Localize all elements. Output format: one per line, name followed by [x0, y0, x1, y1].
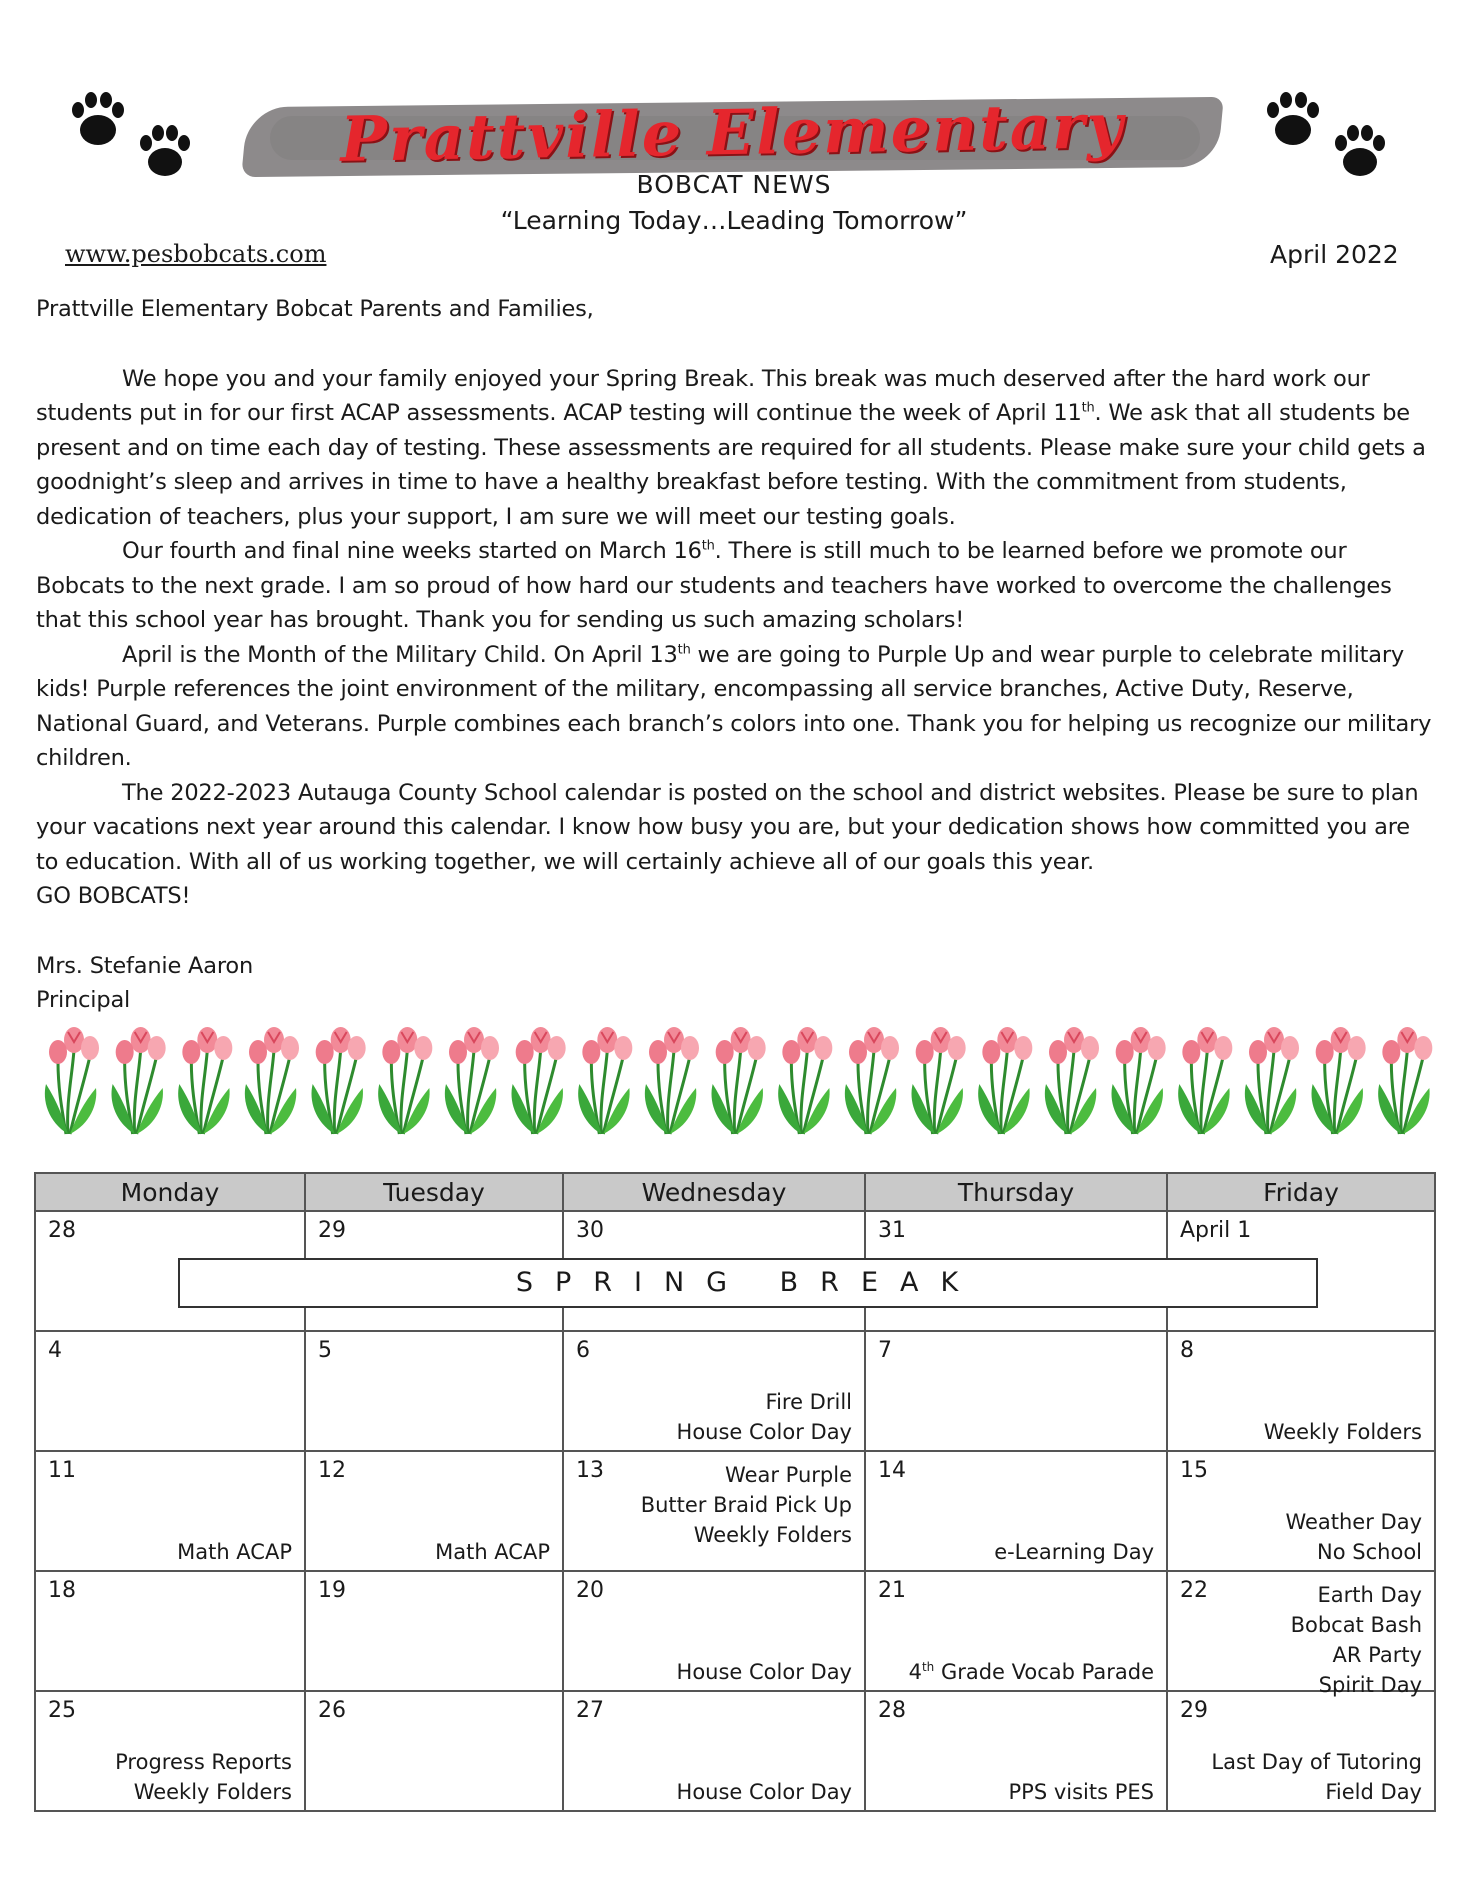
- tulip-icon: [1045, 1027, 1099, 1134]
- day-events: [1264, 1417, 1422, 1447]
- website-link[interactable]: www.pesbobcats.com: [65, 240, 327, 268]
- event-item: House Color Day: [676, 1780, 852, 1804]
- tulip-icon: [45, 1027, 99, 1134]
- day-events: [1291, 1580, 1422, 1700]
- tulip-icon: [378, 1027, 432, 1134]
- event-item: Weekly Folders: [133, 1780, 292, 1804]
- calendar-day-cell: [35, 1331, 305, 1451]
- event-item: Weather Day: [1285, 1510, 1422, 1534]
- event-item: 4th Grade Vocab Parade: [908, 1660, 1154, 1684]
- letter-closing: GO BOBCATS!: [36, 883, 191, 909]
- calendar-day-cell: [1167, 1331, 1435, 1451]
- event-item: Math ACAP: [435, 1540, 550, 1564]
- day-header: Tuesday: [305, 1173, 563, 1211]
- tulip-icon: [1378, 1027, 1432, 1134]
- day-number: 18: [48, 1578, 76, 1603]
- calendar-day-cell: [305, 1331, 563, 1451]
- calendar-day-cell: [305, 1691, 563, 1811]
- event-item: Weekly Folders: [693, 1523, 852, 1547]
- calendar-day-cell: [1167, 1691, 1435, 1811]
- event-item: PPS visits PES: [1008, 1780, 1154, 1804]
- day-number: 12: [318, 1458, 346, 1483]
- event-item: Wear Purple: [725, 1463, 852, 1487]
- day-header: Thursday: [865, 1173, 1167, 1211]
- event-item: Last Day of Tutoring: [1211, 1750, 1422, 1774]
- calendar-week-row: [35, 1691, 1435, 1811]
- school-name: Prattville Elementary: [339, 89, 1126, 176]
- day-number: 8: [1180, 1338, 1194, 1363]
- tulip-icon: [311, 1027, 365, 1134]
- letter-paragraph-2: Our fourth and final nine weeks started on March 16th. There is still much to be learned before we promote our Bobcats to the next grade. I am so proud of how hard our students and teachers have worked to overcome the challenges that this school year has brought. Thank you for sending us such amazing scholars!: [36, 538, 1392, 633]
- day-events: [909, 1657, 1154, 1687]
- calendar-day-cell: [865, 1451, 1167, 1571]
- event-item: Progress Reports: [115, 1750, 292, 1774]
- calendar-day-cell: [1167, 1571, 1435, 1697]
- letter-greeting: Prattville Elementary Bobcat Parents and Families,: [36, 296, 594, 322]
- day-events: [115, 1747, 292, 1807]
- tulip-icon: [1111, 1027, 1165, 1134]
- tulip-icon: [1178, 1027, 1232, 1134]
- calendar-day-cell: [563, 1571, 865, 1691]
- tulip-icon: [845, 1027, 899, 1134]
- calendar-day-cell: [865, 1571, 1167, 1691]
- day-number: 4: [48, 1338, 62, 1363]
- day-events: [994, 1537, 1154, 1567]
- day-number: 30: [576, 1218, 604, 1243]
- day-events: [1211, 1747, 1422, 1807]
- tulip-icon: [111, 1027, 165, 1134]
- day-events: [641, 1460, 852, 1550]
- tulip-border-icon: [34, 1022, 1434, 1140]
- tulip-icon: [911, 1027, 965, 1134]
- day-number: 27: [576, 1698, 604, 1723]
- day-number: April 1: [1180, 1218, 1252, 1243]
- day-header: Wednesday: [563, 1173, 865, 1211]
- tulip-icon: [1245, 1027, 1299, 1134]
- calendar-week-row: [35, 1451, 1435, 1571]
- calendar-week-row: [35, 1331, 1435, 1451]
- tulip-icon: [578, 1027, 632, 1134]
- school-motto: “Learning Today…Leading Tomorrow”: [500, 206, 968, 235]
- day-events: [177, 1537, 292, 1567]
- calendar-week-row: [35, 1571, 1435, 1691]
- event-item: Spirit Day: [1318, 1673, 1422, 1697]
- day-number: 11: [48, 1458, 76, 1483]
- tulip-icon: [978, 1027, 1032, 1134]
- letter-paragraph-4: The 2022-2023 Autauga County School calendar is posted on the school and district websites. Please be sure to plan your vacations next year around this calendar. I know how busy you are, but your dedication shows how committed you are to education. With all of us working together, we will certainly achieve all of our goals this year.: [36, 779, 1419, 875]
- tulip-icon: [711, 1027, 765, 1134]
- day-number: 6: [576, 1338, 590, 1363]
- calendar-day-cell: [305, 1571, 563, 1691]
- signature-title: Principal: [36, 987, 131, 1013]
- event-item: Bobcat Bash: [1290, 1613, 1422, 1637]
- event-item: Earth Day: [1317, 1583, 1422, 1607]
- event-item: House Color Day: [676, 1420, 852, 1444]
- day-header: Friday: [1167, 1173, 1435, 1211]
- day-number: 28: [878, 1698, 906, 1723]
- newsletter-date: April 2022: [1270, 240, 1399, 269]
- day-number: 26: [318, 1698, 346, 1723]
- event-item: Weekly Folders: [1263, 1420, 1422, 1444]
- day-number: 29: [1180, 1698, 1208, 1723]
- event-item: Math ACAP: [177, 1540, 292, 1564]
- day-number: 21: [878, 1578, 906, 1603]
- letter-paragraph-1: We hope you and your family enjoyed your Spring Break. This break was much deserved after the hard work our students put in for our first ACAP assessments. ACAP testing will continue the week of April 11th. We ask that all students be present and on time each day of testing. These assessments are required for all students. Please make sure your child gets a goodnight’s sleep and arrives in time to have a healthy breakfast before testing. With the commitment from students, dedication of teachers, plus your support, I am sure we will meet our testing goals.: [36, 365, 1426, 530]
- principal-letter: [36, 292, 1436, 1018]
- tulip-icon: [445, 1027, 499, 1134]
- tulip-icon: [511, 1027, 565, 1134]
- event-item: Butter Braid Pick Up: [640, 1493, 852, 1517]
- calendar-day-cell: [35, 1691, 305, 1811]
- day-number: 25: [48, 1698, 76, 1723]
- tulip-icon: [645, 1027, 699, 1134]
- calendar-day-cell: [35, 1571, 305, 1691]
- day-number: 29: [318, 1218, 346, 1243]
- day-header: Monday: [35, 1173, 305, 1211]
- tulip-icon: [778, 1027, 832, 1134]
- day-number: 22: [1180, 1578, 1208, 1603]
- event-item: Field Day: [1325, 1780, 1422, 1804]
- day-number: 15: [1180, 1458, 1208, 1483]
- day-events: [677, 1777, 852, 1807]
- tulip-icon: [178, 1027, 232, 1134]
- day-number: 7: [878, 1338, 892, 1363]
- day-events: [677, 1387, 852, 1447]
- day-number: 5: [318, 1338, 332, 1363]
- day-number: 31: [878, 1218, 906, 1243]
- calendar-day-cell: [305, 1451, 563, 1571]
- tulip-icon: [1311, 1027, 1365, 1134]
- calendar-day-cell: [1167, 1451, 1435, 1571]
- calendar-day-cell: [865, 1691, 1167, 1811]
- letter-paragraph-3: April is the Month of the Military Child. On April 13th we are going to Purple Up and wear purple to celebrate military kids! Purple references the joint environment of the military, encompassing all service branches, Active Duty, Reserve, National Guard, and Veterans. Purple combines each branch’s colors into one. Thank you for helping us recognize our military children.: [36, 641, 1432, 771]
- day-events: [1009, 1777, 1154, 1807]
- spring-break-banner: SPRING BREAK: [178, 1258, 1318, 1308]
- newsletter-title: BOBCAT NEWS: [636, 170, 832, 199]
- day-events: [435, 1537, 550, 1567]
- day-number: 20: [576, 1578, 604, 1603]
- event-item: e-Learning Day: [994, 1540, 1154, 1564]
- event-item: AR Party: [1332, 1643, 1422, 1667]
- signature-name: Mrs. Stefanie Aaron: [36, 952, 254, 979]
- tulip-icon: [245, 1027, 299, 1134]
- calendar-day-cell: [563, 1331, 865, 1451]
- calendar-day-cell: [35, 1451, 305, 1571]
- calendar-day-cell: [563, 1451, 865, 1571]
- day-number: 19: [318, 1578, 346, 1603]
- day-events: [1285, 1507, 1422, 1567]
- day-events: [677, 1657, 852, 1687]
- day-number: 28: [48, 1218, 76, 1243]
- calendar-day-cell: [563, 1691, 865, 1811]
- calendar-day-cell: [865, 1331, 1167, 1451]
- event-item: Fire Drill: [765, 1390, 852, 1414]
- day-number: 13: [576, 1458, 604, 1483]
- event-item: No School: [1317, 1540, 1422, 1564]
- day-number: 14: [878, 1458, 906, 1483]
- event-item: House Color Day: [676, 1660, 852, 1684]
- school-banner: [245, 89, 1220, 180]
